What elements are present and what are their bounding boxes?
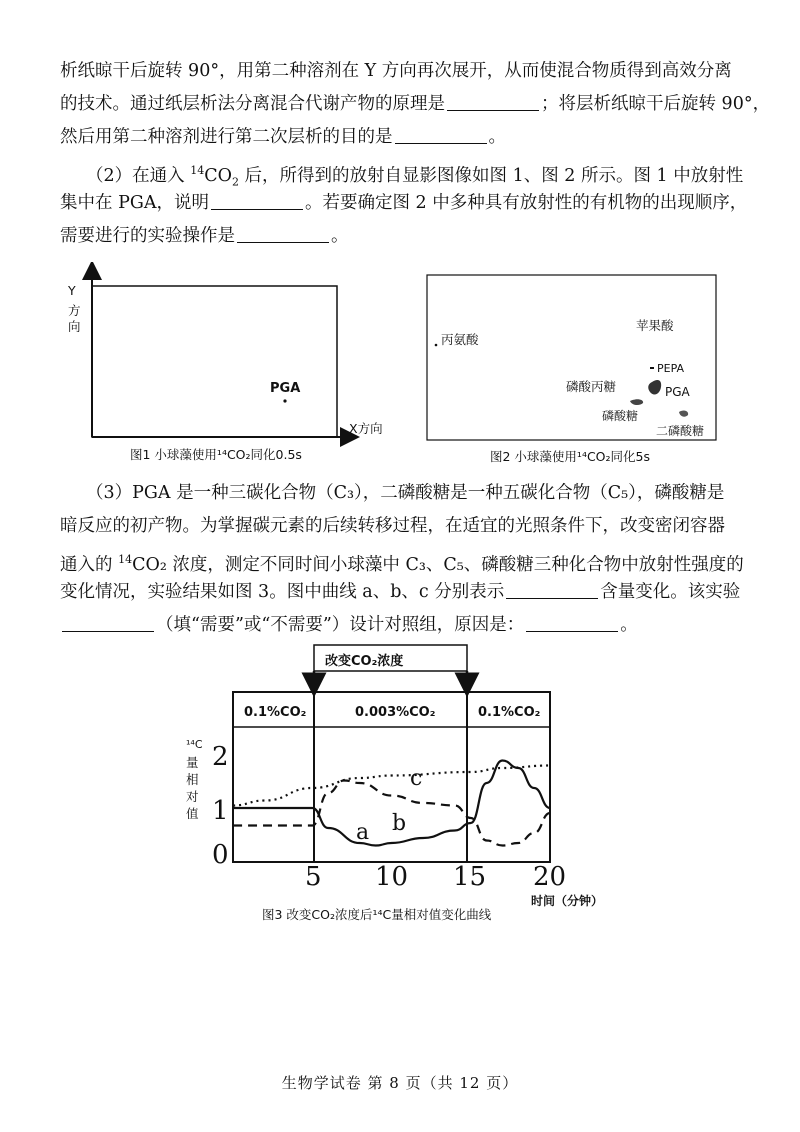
paragraph-3-line-4 (60, 576, 750, 609)
x-tick-20: 20 (533, 862, 567, 892)
paragraph-2-line-3 (60, 220, 750, 253)
paragraph-3-line-1: （3）PGA 是一种三碳化合物（C₃），二磷酸糖是一种五碳化合物（C₅），磷酸糖是 (86, 483, 725, 503)
header-cell-2: 0.003%CO₂ (355, 705, 436, 720)
text-segment: 含量变化。该实验 (600, 582, 741, 602)
answer-blank[interactable] (506, 578, 598, 599)
paragraph-3-line-2: 暗反应的初产物。为掌握碳元素的后续转移过程，在适宜的光照条件下，改变密闭容器 (60, 516, 725, 536)
pepa-spot (650, 367, 654, 369)
x-tick-5: 5 (305, 862, 322, 892)
curve-label-c: c (410, 766, 423, 791)
fig1-y-axis-letter: Y (68, 283, 76, 298)
y-label-1: ¹⁴C (186, 738, 203, 751)
fig1-caption: 图1 小球藻使用¹⁴CO₂同化0.5s (130, 447, 302, 462)
answer-blank[interactable] (62, 611, 154, 632)
paragraph-1-line-1: 析纸晾干后旋转 90°，用第二种溶剂在 Y 方向再次展开，从而使混合物质得到高效分离 (60, 61, 732, 81)
fig2-caption: 图2 小球藻使用¹⁴CO₂同化5s (490, 449, 650, 464)
text-segment: 后，所得到的放射自显影图像如图 1、图 2 所示。图 1 中放射性 (238, 165, 744, 186)
fig2-frame (427, 275, 716, 440)
header-cell-3: 0.1%CO₂ (478, 705, 541, 720)
text-segment: 通入的 (60, 554, 119, 575)
header-cell-1: 0.1%CO₂ (244, 705, 307, 720)
fig2-label-bisphosphate: 二磷酸糖 (656, 424, 705, 438)
fig2-label-malate: 苹果酸 (636, 318, 674, 333)
text-segment: ；将层析纸晾干后旋转 90°， (541, 94, 771, 114)
chromatogram-frame (92, 286, 337, 437)
bisphosphate-spot (679, 411, 688, 417)
y-label-4: 对 (186, 789, 199, 804)
pga-spot (648, 380, 661, 395)
answer-blank[interactable] (447, 90, 539, 111)
text-segment: 。 (620, 615, 638, 635)
paragraph-1-line-3 (60, 121, 750, 154)
figure-2 (426, 274, 718, 442)
fig2-label-sugar-phosphate: 磷酸糖 (602, 409, 639, 423)
text-segment: 。 (488, 127, 506, 147)
y-label-5: 值 (186, 806, 199, 821)
answer-blank[interactable] (526, 611, 618, 632)
curve-c (233, 766, 550, 806)
text-segment: CO₂ 浓度，测定不同时间小球藻中 C₃、C₅、磷酸糖三种化合物中放射性强度的 (132, 554, 744, 575)
alanine-spot (435, 344, 438, 347)
text-segment: 然后用第二种溶剂进行第二次层析的目的是 (60, 127, 393, 147)
superscript: 14 (118, 553, 133, 566)
y-tick-0: 0 (212, 840, 229, 870)
y-label-2: 量 (186, 755, 199, 770)
answer-blank[interactable] (395, 123, 487, 144)
paragraph-3-line-5 (60, 609, 750, 642)
answer-blank[interactable] (237, 222, 329, 243)
text-segment: CO (204, 165, 232, 186)
text-segment: 集中在 PGA，说明 (60, 193, 209, 213)
fig2-label-pepa: PEPA (657, 362, 685, 375)
fig1-y-label-1: 方 (68, 303, 81, 318)
curve-label-b: b (392, 811, 407, 836)
figure-1 (60, 262, 390, 460)
text-segment: 。若要确定图 2 中多种具有放射性的有机物的出现顺序， (304, 193, 748, 213)
x-tick-15: 15 (453, 862, 487, 892)
fig1-y-label-2: 向 (68, 319, 81, 334)
text-segment: 。 (331, 226, 349, 246)
answer-blank[interactable] (211, 189, 303, 210)
text-segment: （2）在通入 (86, 165, 191, 186)
sugar-phosphate-spot (630, 399, 643, 405)
y-label-3: 相 (186, 772, 199, 787)
fig2-label-pga: PGA (665, 385, 690, 399)
fig1-x-label: X方向 (349, 421, 383, 436)
fig2-label-alanine: 丙氨酸 (441, 332, 479, 347)
fig1-spot-label: PGA (270, 381, 301, 396)
superscript: 14 (190, 164, 205, 177)
y-tick-1: 1 (212, 796, 229, 826)
paragraph-2-line-2 (60, 187, 750, 220)
x-axis-label: 时间（分钟） (531, 894, 604, 908)
text-segment: 需要进行的实验操作是 (60, 226, 235, 246)
pga-spot (283, 399, 286, 402)
curve-label-a: a (356, 820, 370, 845)
y-tick-2: 2 (212, 742, 229, 772)
x-tick-10: 10 (375, 862, 409, 892)
paragraph-1-line-2 (60, 88, 771, 121)
text-segment: 变化情况，实验结果如图 3。图中曲线 a、b、c 分别表示 (60, 582, 505, 602)
change-co2-label: 改变CO₂浓度 (325, 654, 404, 669)
fig2-label-triose-phosphate: 磷酸丙糖 (566, 379, 617, 394)
text-segment: （填“需要”或“不需要”）设计对照组，原因是： (156, 615, 525, 635)
fig3-caption: 图3 改变CO₂浓度后¹⁴C量相对值变化曲线 (262, 907, 492, 922)
text-segment: 的技术。通过纸层析法分离混合代谢产物的原理是 (60, 94, 445, 114)
page-footer: 生物学试卷 第 8 页（共 12 页） (281, 1074, 519, 1092)
subscript: 2 (231, 175, 239, 189)
